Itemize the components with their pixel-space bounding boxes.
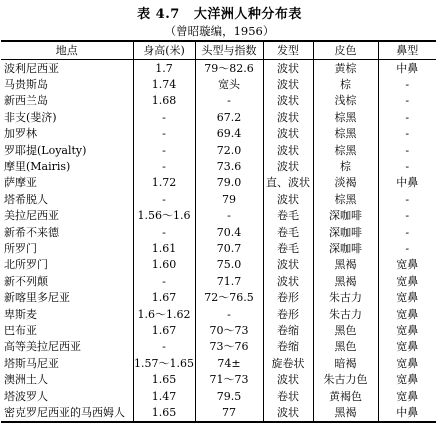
cell-location: 马贵斯岛	[4, 78, 48, 92]
cell-nose: 宽鼻	[378, 371, 436, 387]
cell-nose: -	[378, 224, 436, 240]
cell-hair: 卷状	[263, 388, 313, 404]
table-row	[1, 93, 436, 109]
table-row	[1, 388, 436, 404]
cell-hair: 波状	[263, 126, 313, 142]
cell-head-index: 72.0	[195, 142, 263, 158]
cell-hair: 卷毛	[263, 224, 313, 240]
cell-head-index: 74±	[195, 355, 263, 371]
cell-location: 巴布亚	[4, 323, 37, 337]
cell-hair: 卷缩	[263, 339, 313, 355]
cell-head-index: -	[195, 208, 263, 224]
cell-location: 新不列颠	[4, 274, 48, 288]
cell-head-index: 79～82.6	[195, 60, 263, 77]
cell-hair: 波状	[263, 158, 313, 174]
cell-skin: 棕黑	[313, 142, 378, 158]
cell-height: 1.6～1.62	[133, 306, 195, 322]
cell-nose: 宽鼻	[378, 355, 436, 371]
cell-location: 新西兰岛	[4, 94, 48, 108]
cell-height: -	[133, 339, 195, 355]
cell-height: 1.65	[133, 404, 195, 421]
cell-head-index: 69.4	[195, 126, 263, 142]
cell-height: 1.74	[133, 76, 195, 92]
cell-height: 1.65	[133, 371, 195, 387]
header-location: 地点	[1, 41, 133, 60]
cell-skin: 棕	[313, 158, 378, 174]
cell-nose: 宽鼻	[378, 322, 436, 338]
cell-height: 1.60	[133, 257, 195, 273]
cell-skin: 朱古力色	[313, 371, 378, 387]
cell-head-index: 73～76	[195, 339, 263, 355]
table-row	[1, 191, 436, 207]
cell-height: -	[133, 224, 195, 240]
cell-hair: 卷缩	[263, 322, 313, 338]
cell-skin: 黄褐色	[313, 388, 378, 404]
cell-hair: 波状	[263, 191, 313, 207]
cell-nose: 中鼻	[378, 404, 436, 421]
cell-head-index: 70～73	[195, 322, 263, 338]
cell-location: 塔希脱人	[4, 192, 48, 206]
cell-nose: 宽鼻	[378, 306, 436, 322]
cell-skin: 深咖啡	[313, 208, 378, 224]
cell-nose: -	[378, 76, 436, 92]
cell-height: 1.57～1.65	[134, 356, 194, 370]
table-source: （曾昭璇编，1956）	[164, 24, 275, 38]
cell-location: 塔斯马尼亚	[4, 356, 59, 370]
cell-location: 北所罗门	[4, 258, 48, 272]
cell-height: 1.68	[133, 93, 195, 109]
cell-nose: 宽鼻	[378, 388, 436, 404]
table-row	[1, 404, 436, 421]
cell-location: 摩里(Mairis)	[4, 160, 71, 174]
table-row	[1, 126, 436, 142]
cell-nose: 宽鼻	[378, 273, 436, 289]
cell-height: 1.56～1.6	[133, 208, 195, 224]
cell-hair: 波状	[263, 142, 313, 158]
cell-location: 非支(斐济)	[4, 110, 57, 124]
cell-skin: 棕黑	[313, 109, 378, 125]
cell-height: 1.7	[133, 60, 195, 77]
table-row	[1, 371, 436, 387]
cell-hair: 波状	[263, 60, 313, 77]
cell-nose: 中鼻	[378, 175, 436, 191]
cell-height: -	[133, 191, 195, 207]
table-row	[1, 355, 436, 371]
header-row	[1, 41, 436, 60]
cell-skin: 暗褐	[313, 355, 378, 371]
cell-skin: 棕黑	[313, 126, 378, 142]
cell-hair: 卷形	[263, 306, 313, 322]
cell-head-index: 71.7	[195, 273, 263, 289]
header-skin: 皮色	[313, 41, 378, 60]
cell-height: 1.72	[133, 175, 195, 191]
cell-hair: 波状	[263, 76, 313, 92]
cell-height: 1.67	[133, 322, 195, 338]
cell-hair: 波状	[263, 257, 313, 273]
cell-skin: 黑褐	[313, 404, 378, 421]
table-row	[1, 257, 436, 273]
cell-hair: 波状	[263, 273, 313, 289]
table-number: 表 4.7	[137, 7, 180, 22]
header-nose: 鼻型	[378, 41, 436, 60]
cell-head-index: 79	[195, 191, 263, 207]
cell-skin: 深咖啡	[313, 224, 378, 240]
cell-hair: 波状	[263, 93, 313, 109]
cell-location: 密克罗尼西亚的马西姆人	[1, 404, 133, 421]
cell-nose: 中鼻	[378, 60, 436, 77]
cell-head-index: 75.0	[195, 257, 263, 273]
cell-skin: 黑褐	[313, 273, 378, 289]
cell-location: 塔波罗人	[4, 389, 48, 403]
cell-location: 波利尼西亚	[4, 61, 59, 75]
header-head-index: 头型与指数	[195, 41, 263, 60]
table-row	[1, 208, 436, 224]
cell-location: 新喀里多尼亚	[4, 291, 70, 305]
cell-nose: -	[378, 240, 436, 256]
table-row	[1, 109, 436, 125]
table-row	[1, 273, 436, 289]
table-row	[1, 289, 436, 305]
cell-hair: 卷形	[263, 289, 313, 305]
cell-nose: 宽鼻	[378, 257, 436, 273]
cell-hair: 卷毛	[263, 240, 313, 256]
cell-height: -	[133, 109, 195, 125]
cell-location: 新希不来德	[4, 225, 59, 239]
cell-head-index: 79.5	[195, 388, 263, 404]
cell-hair: 波状	[263, 109, 313, 125]
cell-hair: 波状	[263, 371, 313, 387]
cell-skin: 黄棕	[313, 60, 378, 77]
cell-nose: -	[378, 142, 436, 158]
cell-skin: 棕	[313, 76, 378, 92]
cell-height: -	[133, 273, 195, 289]
cell-nose: -	[378, 158, 436, 174]
cell-nose: -	[378, 208, 436, 224]
cell-skin: 深咖啡	[313, 240, 378, 256]
cell-location: 所罗门	[4, 241, 37, 255]
cell-height: 1.47	[133, 388, 195, 404]
cell-location: 加罗林	[4, 127, 37, 141]
cell-hair: 卷毛	[263, 208, 313, 224]
cell-head-index: 79.0	[195, 175, 263, 191]
cell-hair: 直、波状	[263, 175, 313, 191]
cell-skin: 朱古力	[313, 306, 378, 322]
cell-height: -	[133, 158, 195, 174]
cell-head-index: 70.4	[195, 224, 263, 240]
cell-height: -	[133, 142, 195, 158]
race-distribution-table	[1, 40, 436, 423]
cell-location: 美拉尼西亚	[4, 209, 59, 223]
cell-location: 高等美拉尼西亚	[4, 340, 81, 354]
table-body	[1, 60, 436, 422]
table-row	[1, 306, 436, 322]
cell-nose: -	[378, 191, 436, 207]
cell-nose: 宽鼻	[378, 289, 436, 305]
table-row	[1, 142, 436, 158]
cell-head-index: 77	[195, 404, 263, 421]
table-row	[1, 224, 436, 240]
table-row	[1, 322, 436, 338]
cell-location: 澳洲土人	[4, 373, 48, 387]
table-row	[1, 76, 436, 92]
table-title	[0, 3, 439, 22]
cell-nose: -	[378, 109, 436, 125]
cell-location: 卑斯麦	[4, 307, 37, 321]
cell-skin: 黑褐	[313, 257, 378, 273]
cell-hair: 波状	[263, 404, 313, 421]
cell-head-index: -	[195, 93, 263, 109]
cell-nose: -	[378, 93, 436, 109]
cell-skin: 棕黑	[313, 191, 378, 207]
cell-skin: 黑色	[313, 339, 378, 355]
cell-hair: 旋卷状	[263, 355, 313, 371]
cell-head-index: 72～76.5	[195, 289, 263, 305]
cell-skin: 朱古力	[313, 289, 378, 305]
cell-nose: 宽鼻	[378, 339, 436, 355]
cell-height: -	[133, 126, 195, 142]
cell-head-index: 73.6	[195, 158, 263, 174]
cell-head-index: -	[195, 306, 263, 322]
table-caption: 大洋洲人种分布表	[193, 7, 302, 22]
cell-nose: -	[378, 126, 436, 142]
header-hair: 发型	[263, 41, 313, 60]
cell-head-index: 70.7	[195, 240, 263, 256]
cell-head-index: 67.2	[195, 109, 263, 125]
table-row	[1, 60, 436, 77]
header-height: 身高(米)	[133, 41, 195, 60]
cell-head-index: 71～73	[195, 371, 263, 387]
cell-height: 1.61	[133, 240, 195, 256]
cell-head-index: 宽头	[195, 76, 263, 92]
table-row	[1, 158, 436, 174]
cell-height: 1.67	[133, 289, 195, 305]
table-row	[1, 339, 436, 355]
cell-skin: 黑色	[313, 322, 378, 338]
cell-skin: 浅棕	[313, 93, 378, 109]
cell-location: 罗耶提(Loyalty)	[4, 143, 87, 157]
cell-skin: 淡褐	[313, 175, 378, 191]
cell-location: 萨摩亚	[4, 176, 37, 190]
table-row	[1, 240, 436, 256]
table-row	[1, 175, 436, 191]
